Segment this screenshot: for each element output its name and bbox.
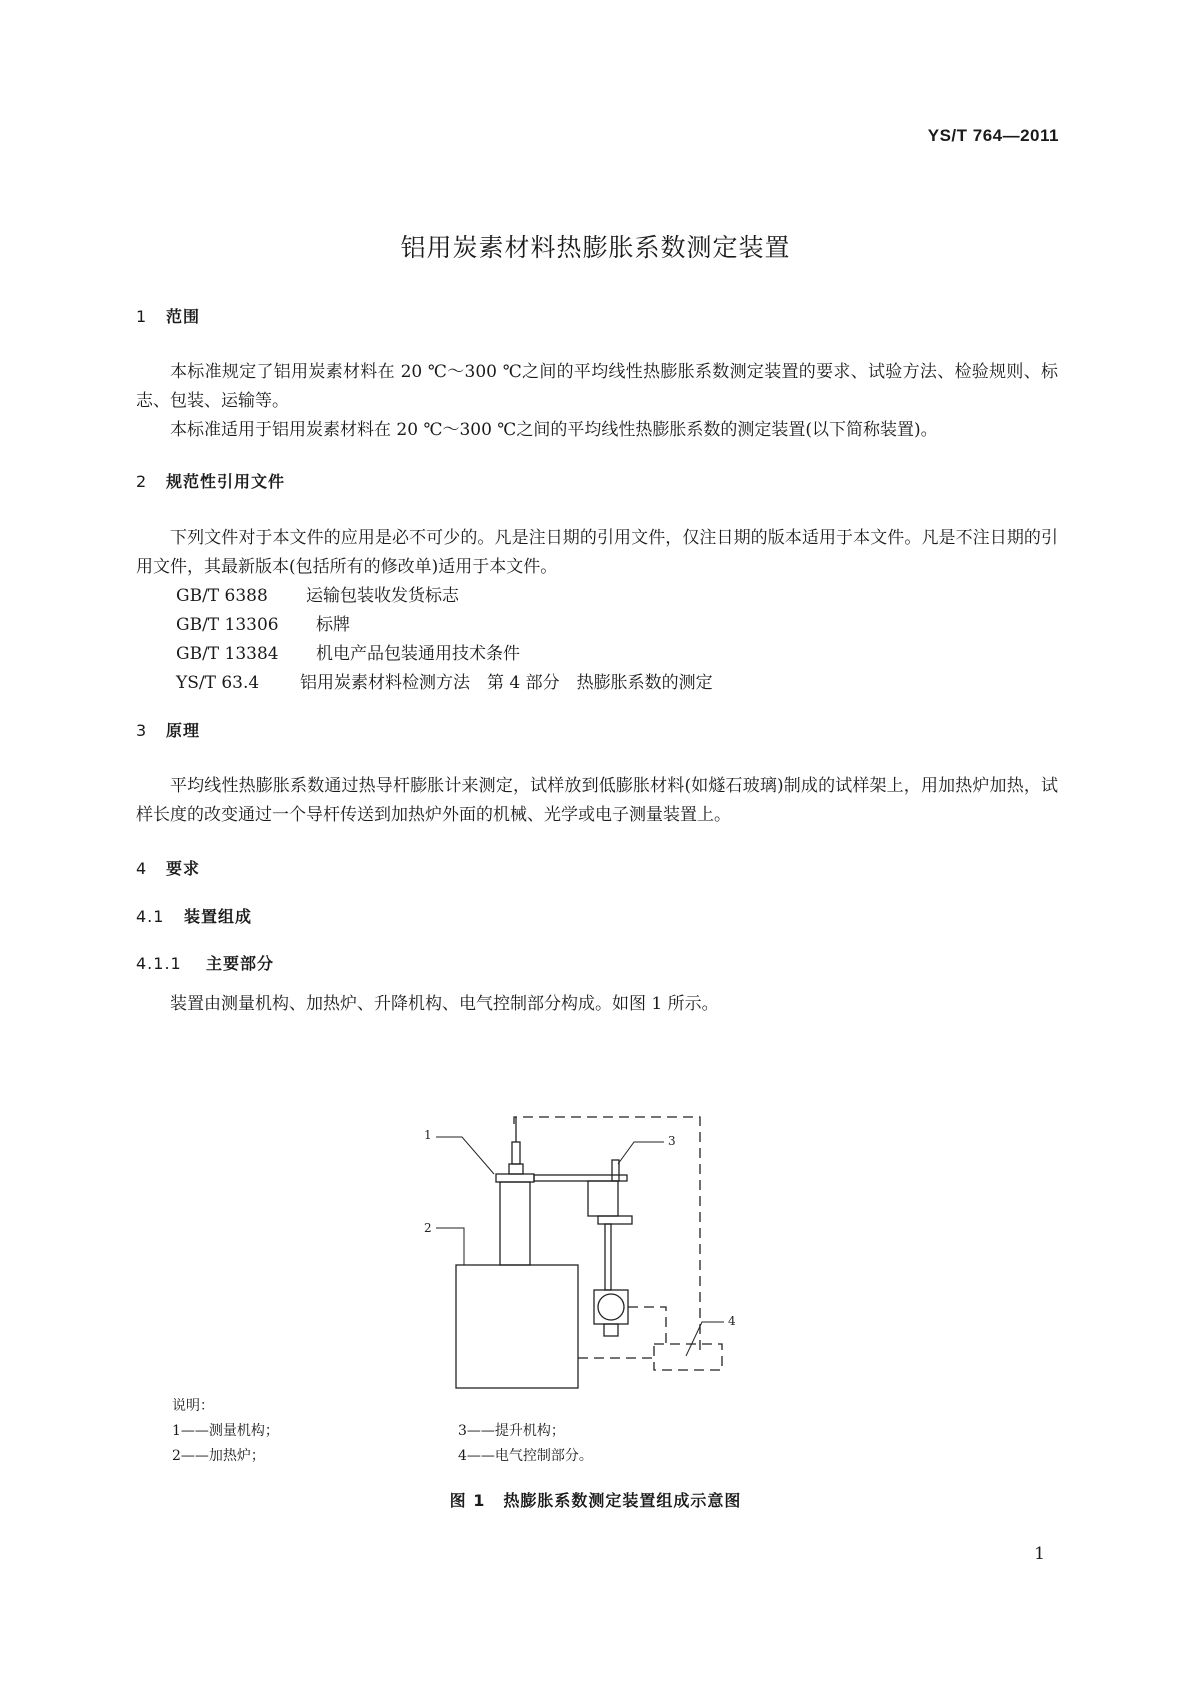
reference-code: GB/T 13384 [176,644,279,664]
section-1-body [136,358,1058,445]
control-box [654,1344,722,1370]
sensor-body [512,1142,520,1164]
furnace-tube [500,1182,530,1265]
section-title: 主要部分 [206,954,275,973]
reference-title: 运输包装收发货标志 [306,586,459,606]
legend-item: 2——加热炉； [172,1448,265,1464]
callout-4-leader [686,1322,724,1356]
figure-legend [172,1394,772,1469]
section-title: 原理 [166,721,201,740]
figure-label: 图 1 [449,1491,486,1510]
section-2-body [136,524,1058,582]
section-4-1-1-heading [136,951,274,974]
reference-item [176,611,713,640]
section-2-heading [136,469,285,492]
normative-references [176,582,713,698]
measuring-head [496,1174,534,1182]
section-3-body [136,772,1058,830]
legend-row [172,1419,772,1444]
sensor-block [509,1164,523,1174]
reference-code: YS/T 63.4 [176,673,260,693]
section-1-heading [136,304,200,327]
callout-2-leader [436,1228,464,1265]
figure-title: 热膨胀系数测定装置组成示意图 [503,1491,742,1510]
lift-rod [605,1224,611,1290]
section-number: 4 [136,859,148,878]
section-number: 1 [136,307,148,326]
callout-3-leader [618,1142,664,1164]
reference-code: GB/T 13306 [176,615,279,635]
section-number: 4.1 [136,907,165,926]
section-4-1-1-body [136,990,1058,1019]
section-title: 规范性引用文件 [166,472,286,491]
apparatus-diagram [424,1112,756,1392]
legend-item: 4——电气控制部分。 [458,1448,593,1464]
connecting-arm [534,1175,627,1181]
standard-code: YS/T 764—2011 [927,126,1059,145]
legend-row [172,1444,772,1469]
section-number: 4.1.1 [136,954,182,973]
section-3-heading [136,718,200,741]
reference-item [176,582,713,611]
paragraph: 本标准规定了铝用炭素材料在 20 ℃～300 ℃之间的平均线性热膨胀系数测定装置的要求、试验方法、检验规则、标志、包装、运输等。 [136,362,1058,411]
lift-housing [588,1181,618,1216]
callout-1-label: 1 [424,1128,432,1142]
paragraph: 装置由测量机构、加热炉、升降机构、电气控制部分构成。如图 1 所示。 [170,994,719,1014]
reference-item [176,669,713,698]
section-title: 要求 [166,859,201,878]
reference-title: 标牌 [316,615,350,635]
callout-1-leader [436,1137,494,1174]
legend-item: 3——提升机构； [458,1423,565,1439]
control-wire-top [514,1117,700,1351]
motor-frame [594,1290,628,1324]
paragraph: 下列文件对于本文件的应用是必不可少的。凡是注日期的引用文件，仅注日期的版本适用于本文件。凡是不注日期的引用文件，其最新版本(包括所有的修改单)适用于本文件。 [136,528,1058,577]
paragraph: 本标准适用于铝用炭素材料在 20 ℃～300 ℃之间的平均线性热膨胀系数的测定装置(以下简称装置)。 [170,420,938,440]
legend-title: 说明： [172,1398,214,1414]
section-4-heading [136,856,200,879]
section-number: 3 [136,721,148,740]
figure-caption [0,1488,1191,1511]
callout-3-label: 3 [668,1134,676,1148]
page-number: 1 [1034,1544,1045,1564]
lift-plate [598,1216,632,1224]
motor-wheel [598,1294,624,1320]
motor-base [604,1324,618,1336]
reference-item [176,640,713,669]
control-wire-motor [628,1307,666,1344]
callout-2-label: 2 [424,1221,432,1235]
furnace-body [456,1265,578,1388]
section-title: 装置组成 [184,907,253,926]
callout-4-label: 4 [728,1314,736,1328]
paragraph: 平均线性热膨胀系数通过热导杆膨胀计来测定，试样放到低膨胀材料(如燧石玻璃)制成的试样架上，用加热炉加热，试样长度的改变通过一个导杆传送到加热炉外面的机械、光学或电子测量装置上。 [136,776,1058,825]
reference-title: 机电产品包装通用技术条件 [316,644,520,664]
legend-item: 1——测量机构； [172,1423,279,1439]
section-title: 范围 [166,307,201,326]
document-title: 铝用炭素材料热膨胀系数测定装置 [400,233,791,262]
reference-code: GB/T 6388 [176,586,268,606]
section-number: 2 [136,472,148,491]
section-4-1-heading [136,904,252,927]
lift-top [612,1160,619,1181]
reference-title: 铝用炭素材料检测方法 第 4 部分 热膨胀系数的测定 [300,673,713,693]
